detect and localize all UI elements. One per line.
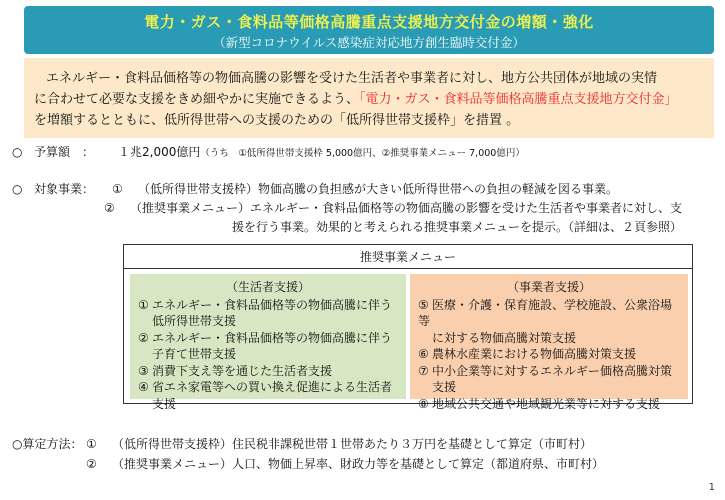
budget-detail: （うち ①低所得世帯支援枠 5,000億円、②推奨事業メニュー 7,000億円）: [200, 148, 525, 159]
resident-support-title: （生活者支援）: [225, 280, 310, 294]
page-subtitle: （新型コロナウイルス感染症対応地方創生臨時交付金）: [213, 35, 525, 50]
page-title: 電力・ガス・食料品等価格高騰重点支援地方交付金の増額・強化: [144, 13, 594, 31]
target-item-2-num: ②: [104, 201, 115, 215]
menu-header: 推奨事業メニュー: [124, 245, 692, 269]
budget-bullet: ○: [12, 145, 23, 159]
title-banner: [24, 6, 714, 54]
target-bullet: ○: [12, 182, 23, 196]
target-item-1-num: ①: [112, 182, 123, 196]
target-item-1-text: （低所得世帯支援枠）物価高騰の負担感が大きい低所得世帯への負担の軽減を図る事業。: [138, 182, 619, 196]
calc-item-2-num: ②: [86, 457, 97, 471]
summary-box: [24, 58, 714, 138]
calc-label: ○算定方法：: [12, 437, 83, 451]
menu-item: ⑦ 中小企業等に対するエネルギー価格高騰対策 支援: [418, 363, 673, 394]
resident-support-column: [130, 274, 406, 411]
menu-item: ⑧ 地域公共交通や地域観光業等に対する支援: [418, 396, 661, 411]
target-item-2-cont: 援を行う事業。効果的と考えられる推奨事業メニューを提示。（詳細は、２頁参照）: [232, 220, 683, 234]
menu-item: ① エネルギー・食料品価格等の物価高騰に伴う 低所得世帯支援: [138, 297, 393, 328]
target-label: 対象事業：: [34, 182, 95, 196]
menu-item: ② エネルギー・食料品価格等の物価高騰に伴う 子育て世帯支援: [138, 330, 393, 361]
business-support-title: （事業者支援）: [506, 280, 591, 294]
menu-item: ⑥ 農林水産業における物価高騰対策支援: [418, 347, 637, 361]
menu-item: ④ 省エネ家電等への買い換え促進による生活者 支援: [138, 380, 393, 411]
recommended-menu-table: [123, 244, 693, 411]
calc-method-row-2: [86, 455, 604, 472]
menu-item: ③ 消費下支え等を通じた生活者支援: [138, 363, 333, 378]
budget-row: [12, 143, 525, 160]
calc-item-2-text: （推奨事業メニュー）人口、物価上昇率、財政力等を基礎として算定（都道府県、市町村）: [112, 457, 605, 471]
target-row-1: [12, 180, 618, 199]
summary-line-2: [34, 89, 704, 110]
budget-amount: １兆2,000億円: [118, 145, 201, 159]
summary-line-1: エネルギー・食料品価格等の物価高騰の影響を受けた生活者や事業者に対し、地方公共団体が地域の実情: [46, 71, 658, 86]
menu-item: ⑤ 医療・介護・保育施設、学校施設、公衆浴場等 に対する物価高騰対策支援: [418, 297, 673, 345]
calc-item-1-num: ①: [86, 437, 97, 451]
calc-method-row-1: [12, 434, 592, 455]
page-number: 1: [708, 482, 715, 493]
business-support-column: [410, 274, 688, 411]
calc-item-1-text: （低所得世帯支援枠）住民税非課税世帯１世帯あたり３万円を基礎として算定（市町村）: [112, 437, 593, 451]
budget-label: 予算額 ：: [34, 145, 95, 159]
summary-line-3: を増額するとともに、低所得世帯への支援のための「低所得世帯支援枠」を措置 。: [34, 113, 520, 128]
summary-highlight: 「電力・ガス・食料品等価格高騰重点支援地方交付金」: [359, 92, 678, 107]
target-row-2: [104, 199, 682, 237]
summary-line-2-text: に合わせて必要な支援をきめ細やかに実施できるよう、: [34, 92, 360, 107]
target-item-2-text: （推奨事業メニュー）エネルギー・食料品価格等の物価高騰の影響を受けた生活者や事業者に対し、支: [130, 201, 683, 215]
